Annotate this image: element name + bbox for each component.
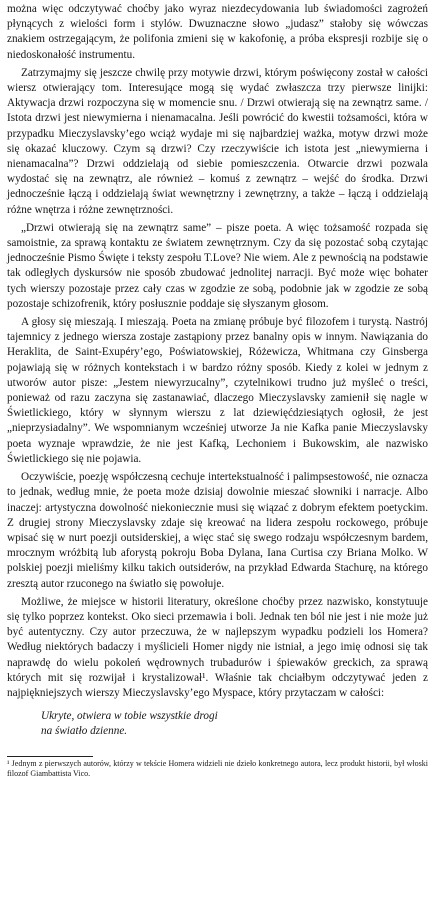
paragraph-6: Możliwe, że miejsce w historii literatury, określone choćby przez nazwisko, konstytuuje się tylko poprzez kontekst. Oko sieci przemawia i boli. Jednak ten ból nie jest i nie może już być autentyczny. Czy autor przeczuwa, że w najlepszym wypadku podzieli los Homera? Według niektórych badaczy i myślicieli Homer nigdy nie istniał, a jego imię odnosi się tak naprawdę do wielu pokoleń wędrownych trubadurów i śpiewaków greckich, za sprawą których mit się rozwijał i krystalizował¹. Właśnie tak chciałbym odczytywać jeden z najpiękniejszych wierszy Mieczyslavsky’ego Myspace, który przytaczam w całości: [7, 595, 428, 699]
paragraph-2: Zatrzymajmy się jeszcze chwilę przy motywie drzwi, którym poświęcony został w całości wiersz otwierający tom. Interesujące mogą się wydać zwłaszcza trzy pierwsze linijki: Aktywacja drzwi rozpoczyna się w momencie snu. / Drzwi otwierają się na zewnątrz same. / Istota drzwi jest niewymierna i nienamacalna. Jeśli powrócić do kwestii tożsamości, która w przypadku Mieczyslavsky’ego wciąż wydaje mi się najbardziej ważka, motyw drzwi może się okazać kluczowy. Czym są drzwi? Czy rzeczywiście ich istota jest „niewymierna i nienamacalna”? Drzwi oddzielają od siebie pomieszczenia. Otwarcie drzwi pozwala wydostać się na zewnątrz, ale również – komuś z zewnątrz – wejść do środka. Drzwi jednocześnie łączą i oddzielają świat wewnętrzny i zewnętrzny, a także – łączą i oddzielają różne wnętrza i różne zewnętrzności. [7, 66, 428, 216]
paragraph-1: można więc odczytywać choćby jako wyraz niezdecydowania lub świadomości zagrożeń płynących z wielości form i stylów. Dwuznaczne słowo „judasz” stałoby się wówczas znakiem ostrzegającym, że polifonia zmieni się w kakofonię, a próba ekspresji rozbije się o niedoskonałość instrumentu. [7, 3, 428, 61]
poem-line-2: na światło dzienne. [41, 725, 128, 738]
paragraph-3: „Drzwi otwierają się na zewnątrz same” – pisze poeta. A więc tożsamość rozpada się samoistnie, za sprawą kontaktu ze światem zewnętrznym. Czy da się pozostać sobą czytając jednocześnie Pismo Święte i teksty zespołu T.Love? Nie wiem. Ale z pewnością na podstawie tak odległych dyskursów nie sposób zbudować jednolitej narracji. Być może więc bohater tych wierszy pozostaje przez cały czas w zgodzie ze sobą, podobnie jak w zgodzie ze sobą pozostaje schizofrenik, który posłusznie poddaje się słyszanym głosom. [7, 221, 428, 310]
poem-line-1: Ukryte, otwiera w tobie wszystkie drogi [41, 710, 218, 723]
body-text [7, 2, 428, 701]
paragraph-5: Oczywiście, poezję współczesną cechuje intertekstualność i palimpsestowość, nie oznacza to jednak, według mnie, że poeta może dzisiaj dowolnie mieszać słowniki i narracje. Albo inaczej: artystyczna dowolność niekoniecznie musi się wiązać z dobrym efektem poetyckim. Z drugiej strony Mieczyslavsky zdaje się kreować na lidera zespołu rockowego, próbuje wpisać się w nurt poezji outsiderskiej, a więc stać się swego rodzaju współczesnym bardem, mrocznym wróżbitą lub aforystą pokroju Boba Dylana, Iana Curtisa czy Briana Molko. W polskiej poezji mieliśmy kilku takich outsiderów, na przykład Edwarda Stachurę, na którego zresztą autor rzuconego na światło się powołuje. [7, 471, 428, 590]
paragraph-4: A głosy się mieszają. I mieszają. Poeta na zmianę próbuje być filozofem i turystą. Nastrój tajemnicy z jednego wiersza zostaje zastąpiony przez banalny opis w innym. Nawiązania do Heraklita, de Saint-Exupéry’ego, Poświatowskiej, Różewicza, Whitmana czy Ginsberga pojawiają się w różnych kontekstach i w bardzo różny sposób. Kiedy z kolei w jednym z utworów autor pisze: „Jestem niewyrzucalny”, czytelnikowi trudno już myśleć o treści, ponieważ od razu zaczyna się zastanawiać, dlaczego Mieczyslavsky zamienił się nagle w Świetlickiego, który w słynnym wierszu z lat dziewięćdziesiątych ogłosił, że jest „nieprzysiadalny”. We wspomnianym wcześniej utworze Ja nie Kafka panie Mieczyslavsky poeta wyznaje wprawdzie, że nie jest Kafką, Lechoniem i Bukowskim, ale nazwisko Świetlickiego się nie pojawia. [7, 316, 428, 465]
poem-quote [41, 709, 428, 739]
footnote-1: ¹ Jednym z pierwszych autorów, którzy w tekście Homera widzieli nie dzieło konkretnego autora, lecz produkt historii, był włoski filozof Giambattista Vico. [7, 758, 428, 779]
footnote-separator [7, 756, 93, 757]
